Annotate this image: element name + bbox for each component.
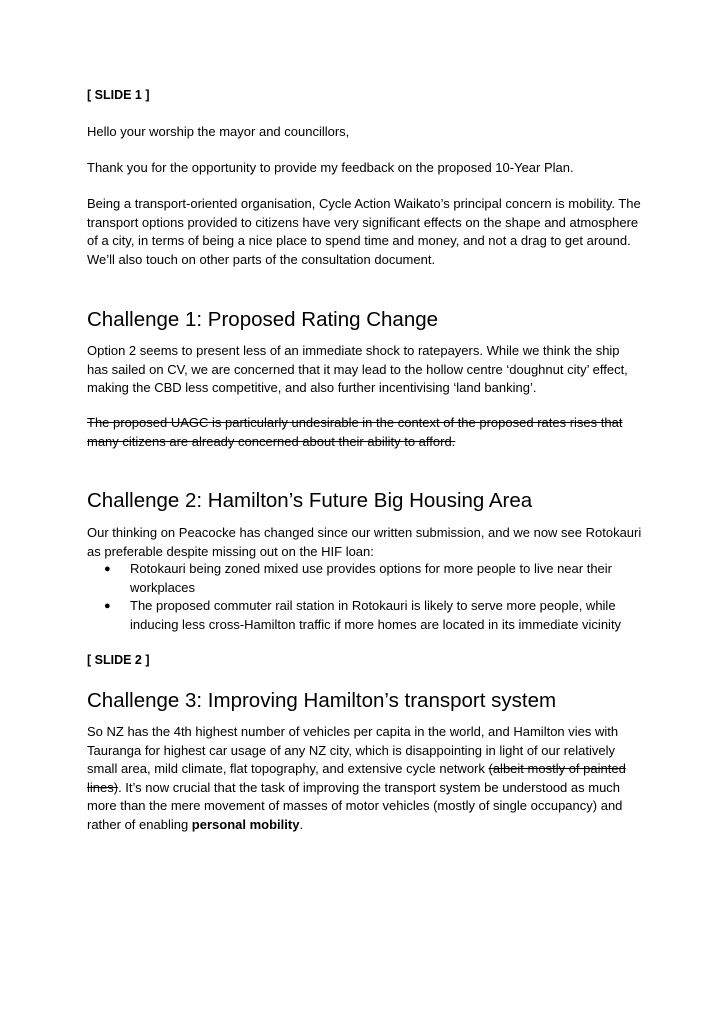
challenge-2-bullet-list xyxy=(87,560,643,634)
challenge-3-struck-text: (albeit mostly of painted lines) xyxy=(87,761,626,795)
slide-1-label: [ SLIDE 1 ] xyxy=(87,88,150,102)
list-item xyxy=(87,597,643,634)
challenge-3-heading: Challenge 3: Improving Hamilton’s transport system xyxy=(87,689,557,712)
challenge-3-paragraph xyxy=(87,723,643,834)
intro-paragraph: Being a transport-oriented organisation, Cycle Action Waikato’s principal concern is mobility. The transport options provided to citizens have very significant effects on the shape and atmosphere of a city, in terms of being a nice place to spend time and money, and not a drag to get around. We’ll also touch on other parts of the consultation document. xyxy=(87,196,641,267)
bullet-icon: ● xyxy=(104,600,111,612)
slide-2-label: [ SLIDE 2 ] xyxy=(87,653,150,667)
bullet-icon: ● xyxy=(104,563,111,575)
list-item-text: Rotokauri being zoned mixed use provides options for more people to live near their workplaces xyxy=(130,561,612,595)
thanks-paragraph: Thank you for the opportunity to provide my feedback on the proposed 10-Year Plan. xyxy=(87,160,574,175)
challenge-2-intro: Our thinking on Peacocke has changed since our written submission, and we now see Rotokauri as preferable despite missing out on the HIF loan: xyxy=(87,525,642,559)
challenge-1-paragraph: Option 2 seems to present less of an immediate shock to ratepayers. While we think the ship has sailed on CV, we are concerned that it may lead to the hollow centre ‘doughnut city’ effect, making the CBD less competitive, and also further incentivising ‘land banking’. xyxy=(87,343,628,395)
greeting: Hello your worship the mayor and councillors, xyxy=(87,124,350,139)
challenge-3-text-middle: . It’s now crucial that the task of improving the transport system be understood as much more than the mere movement of masses of motor vehicles (mostly of single occupancy) and rather of enabling xyxy=(87,779,623,832)
list-item-text: The proposed commuter rail station in Rotokauri is likely to serve more people, while inducing less cross-Hamilton traffic if more homes are located in its immediate vicinity xyxy=(130,598,622,632)
challenge-3-text-start: So NZ has the 4th highest number of vehicles per capita in the world, and Hamilton vies with Tauranga for highest car usage of any NZ city, which is disappointing in light of our relatively small area, mild climate, flat topography, and extensive cycle network xyxy=(87,724,619,776)
list-item xyxy=(87,560,643,597)
challenge-3-text-end: . xyxy=(299,816,304,832)
challenge-1-struck-paragraph: The proposed UAGC is particularly undesirable in the context of the proposed rates rises that many citizens are already concerned about their ability to afford. xyxy=(87,415,623,449)
challenge-2-heading: Challenge 2: Hamilton’s Future Big Housing Area xyxy=(87,489,533,512)
challenge-3-bold-text: personal mobility xyxy=(191,816,300,832)
challenge-1-heading: Challenge 1: Proposed Rating Change xyxy=(87,308,439,331)
